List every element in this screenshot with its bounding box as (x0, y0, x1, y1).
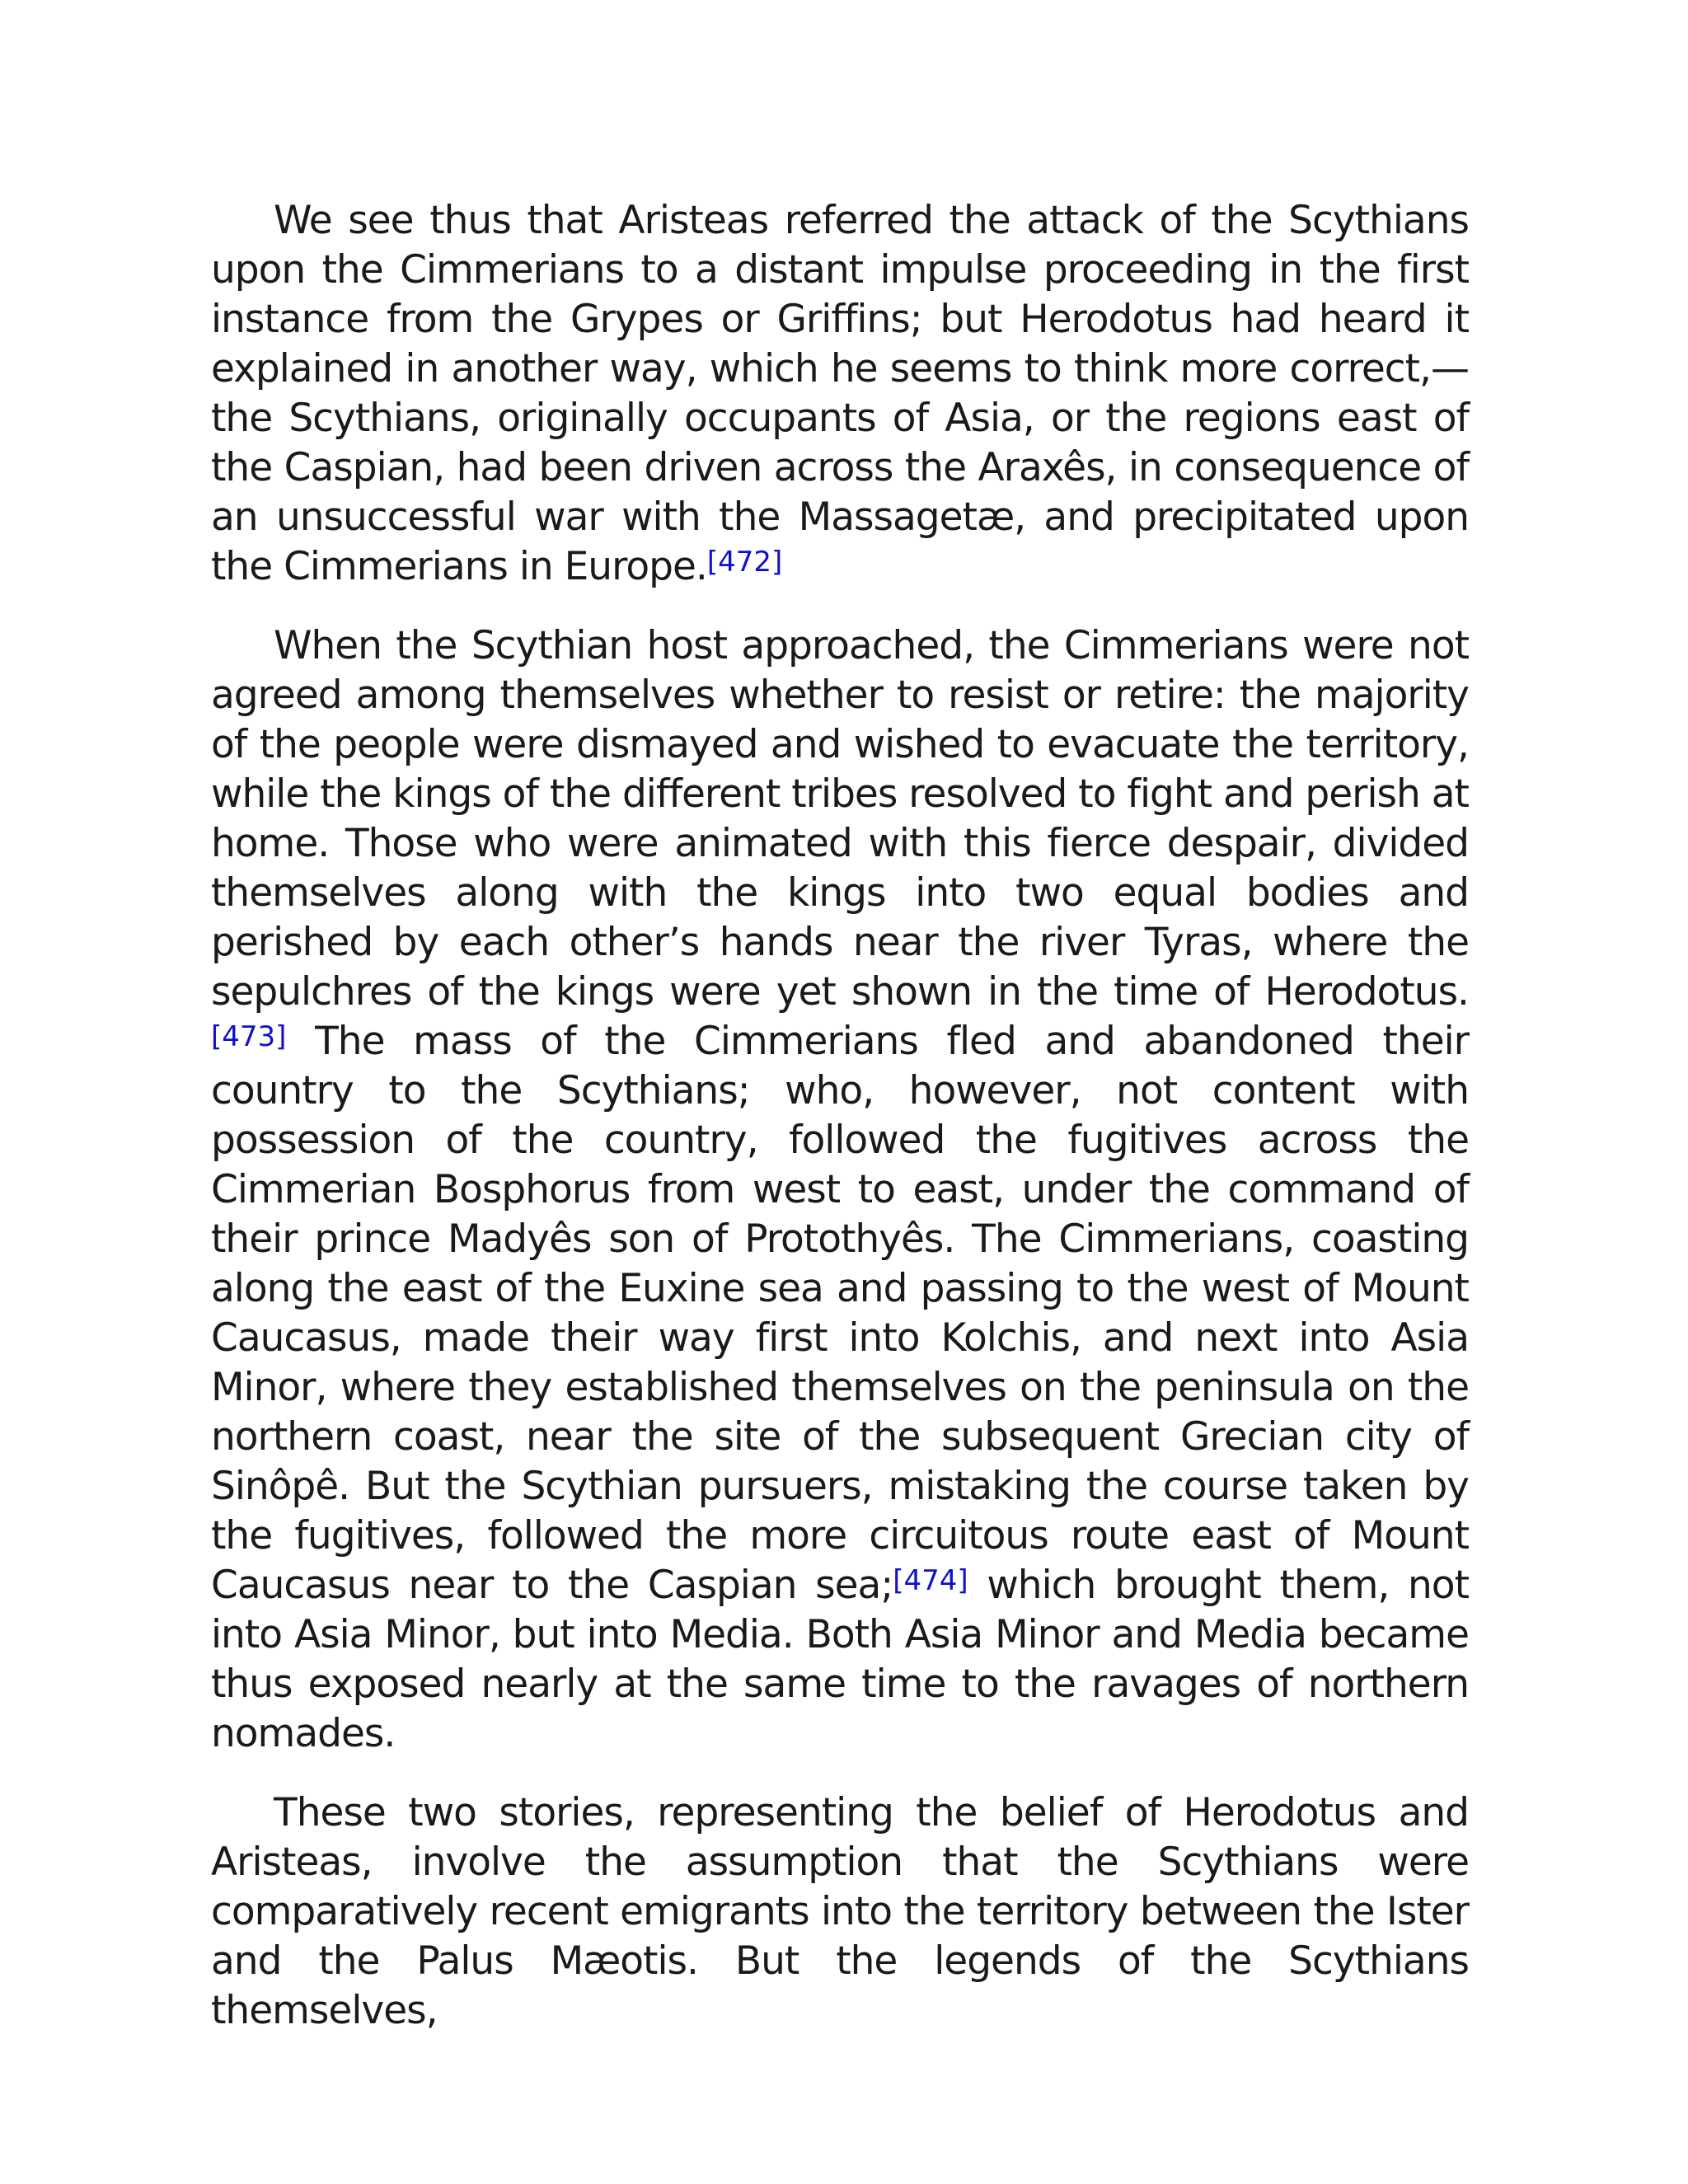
footnote-link[interactable]: [473] (211, 1020, 287, 1053)
paragraph (211, 196, 1469, 592)
paragraph (211, 1788, 1469, 2036)
document-body (211, 196, 1469, 2065)
footnote-link[interactable]: [474] (893, 1564, 968, 1597)
paragraph-text: which brought them, not into Asia Minor, but into Media. Both Asia Minor and Media became thus exposed nearly at the same time to the ravages of northern nomades. (211, 1563, 1469, 1756)
paragraph-text: When the Scythian host approached, the Cimmerians were not agreed among themselves whether to resist or retire: the majority of the people were dismayed and wished to evacuate the territory, while the kings of the different tribes resolved to fight and perish at home. Those who were animated with this fierce despair, divided themselves along with the kings into two equal bodies and perished by each other’s hands near the river Tyras, where the sepulchres of the kings were yet shown in the time of Herodotus. (211, 623, 1469, 1015)
paragraph (211, 621, 1469, 1759)
footnote-link[interactable]: [472] (706, 546, 783, 579)
paragraph-text: These two stories, representing the belief of Herodotus and Aristeas, involve the assumption that the Scythians were comparatively recent emigrants into the territory between the Ister and the Palus Mæotis. But the legends of the Scythians themselves, (211, 1790, 1469, 2033)
paragraph-text: The mass of the Cimmerians fled and abandoned their country to the Scythians; who, however, not content with possession of the country, followed the fugitives across the Cimmerian Bosphorus from west to east, under the command of their prince Madyês son of Protothyês. The Cimmerians, coasting along the east of the Euxine sea and passing to the west of Mount Caucasus, made their way first into Kolchis, and next into Asia Minor, where they established themselves on the peninsula on the northern coast, near the site of the subsequent Grecian city of Sinôpê. But the Scythian pursuers, mistaking the course taken by the fugitives, followed the more circuitous route east of Mount Caucasus near to the Caspian sea; (211, 1019, 1469, 1608)
paragraph-text: We see thus that Aristeas referred the attack of the Scythians upon the Cimmerians to a distant impulse proceeding in the first instance from the Grypes or Griffins; but Herodotus had heard it explained in another way, which he seems to think more correct,—the Scythians, originally occupants of Asia, or the regions east of the Caspian, had been driven across the Araxês, in consequence of an unsuccessful war with the Massagetæ, and precipitated upon the Cimmerians in Europe. (211, 198, 1469, 589)
